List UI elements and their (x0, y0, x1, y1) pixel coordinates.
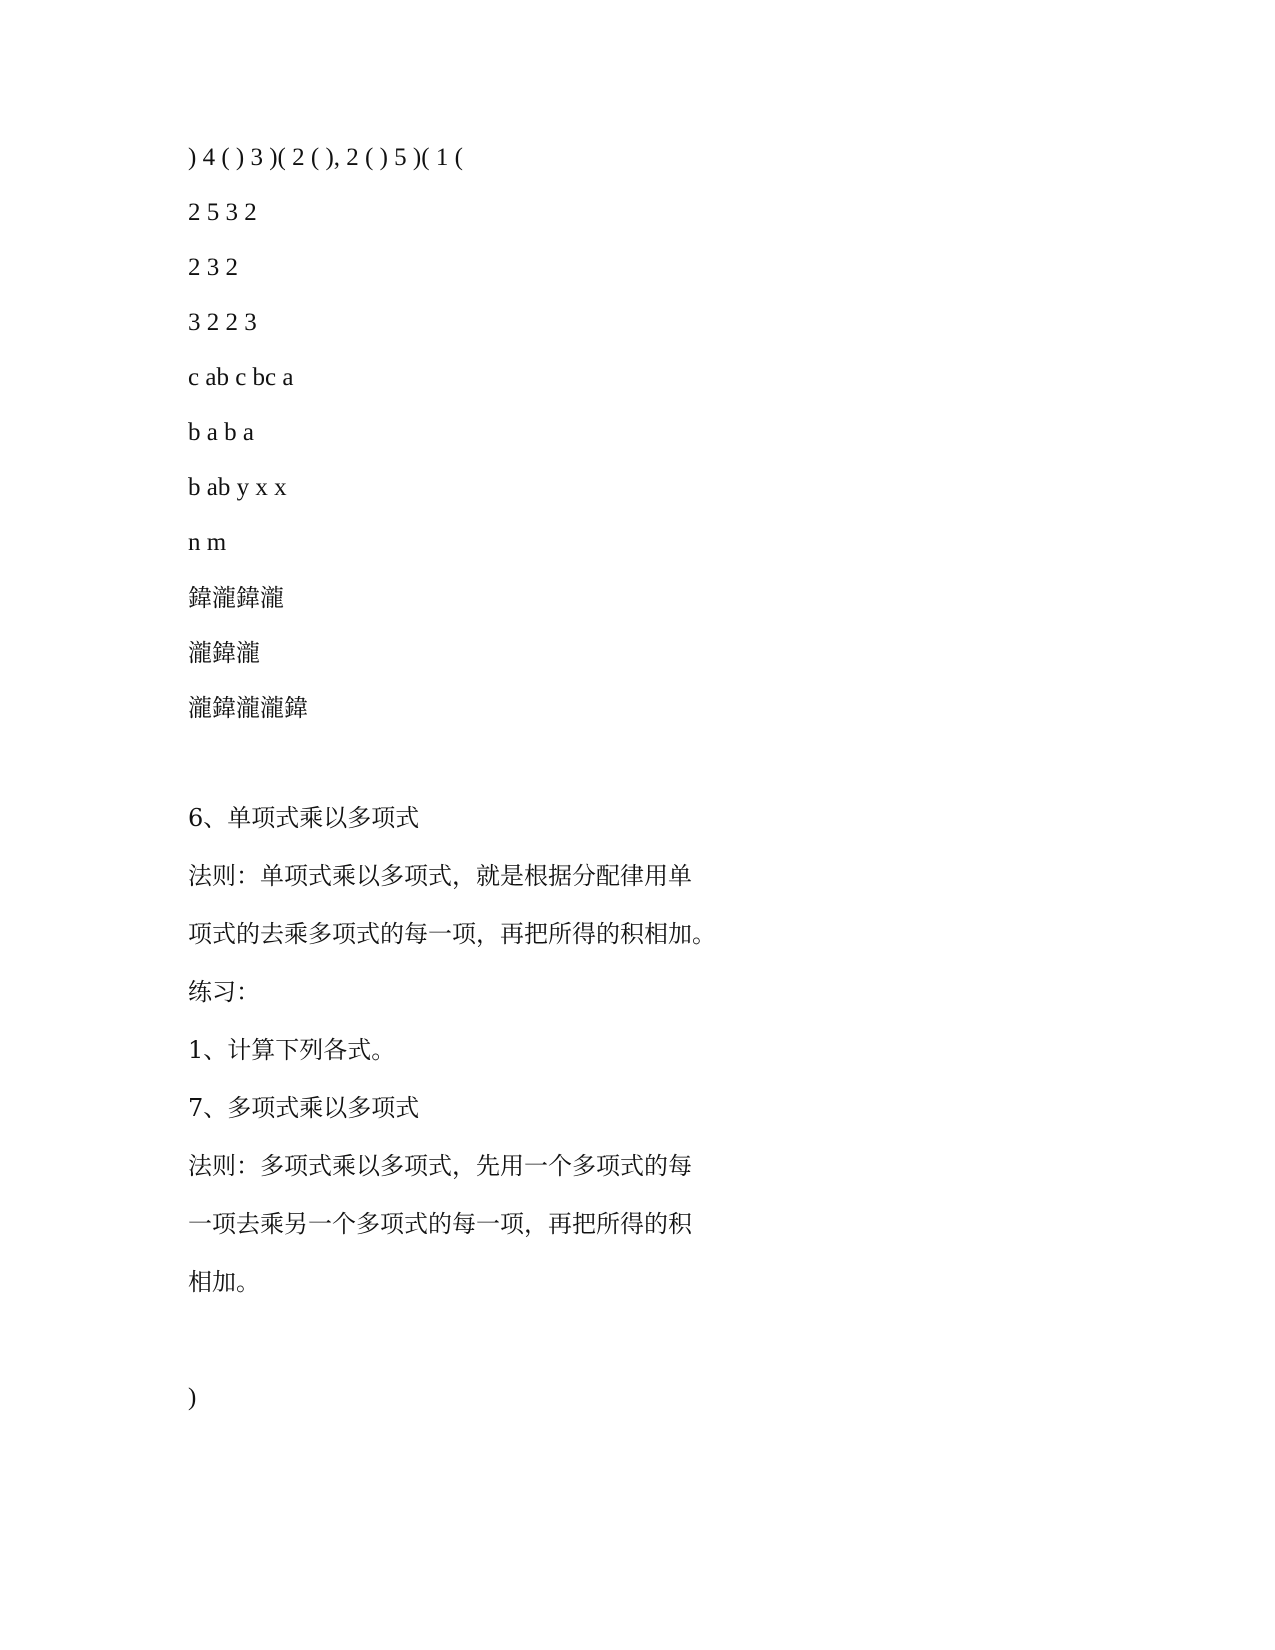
formula-fragment-8: n m (188, 529, 227, 556)
formula-fragment-5: c ab c bc a (188, 364, 294, 391)
garbled-fragment-9: 鍏瀧鍏瀧 (188, 584, 284, 612)
section-7-rule-line-3: 相加。 (188, 1268, 260, 1296)
formula-fragment-6: b a b a (188, 419, 254, 446)
trailing-paren: ) (188, 1384, 197, 1411)
formula-fragment-1: ) 4 ( ) 3 )( 2 ( ), 2 ( ) 5 )( 1 ( (188, 144, 463, 171)
section-6-rule-line-2: 项式的去乘多项式的每一项，再把所得的积相加。 (188, 920, 716, 948)
formula-fragment-2: 2 5 3 2 (188, 199, 257, 226)
garbled-fragment-10: 瀧鍏瀧 (188, 639, 260, 667)
formula-fragment-4: 3 2 2 3 (188, 309, 257, 336)
exercise-1: 1、计算下列各式。 (188, 1036, 396, 1064)
section-6-rule-line-1: 法则：单项式乘以多项式，就是根据分配律用单 (188, 862, 692, 890)
garbled-fragment-11: 瀧鍏瀧瀧鍏 (188, 694, 308, 722)
formula-fragment-3: 2 3 2 (188, 254, 238, 281)
formula-fragment-7: b ab y x x (188, 474, 287, 501)
section-6-heading: 6、单项式乘以多项式 (188, 804, 420, 832)
section-7-rule-line-2: 一项去乘另一个多项式的每一项，再把所得的积 (188, 1210, 692, 1238)
practice-label: 练习： (188, 978, 260, 1006)
section-7-heading: 7、多项式乘以多项式 (188, 1094, 420, 1122)
section-7-rule-line-1: 法则：多项式乘以多项式，先用一个多项式的每 (188, 1152, 692, 1180)
